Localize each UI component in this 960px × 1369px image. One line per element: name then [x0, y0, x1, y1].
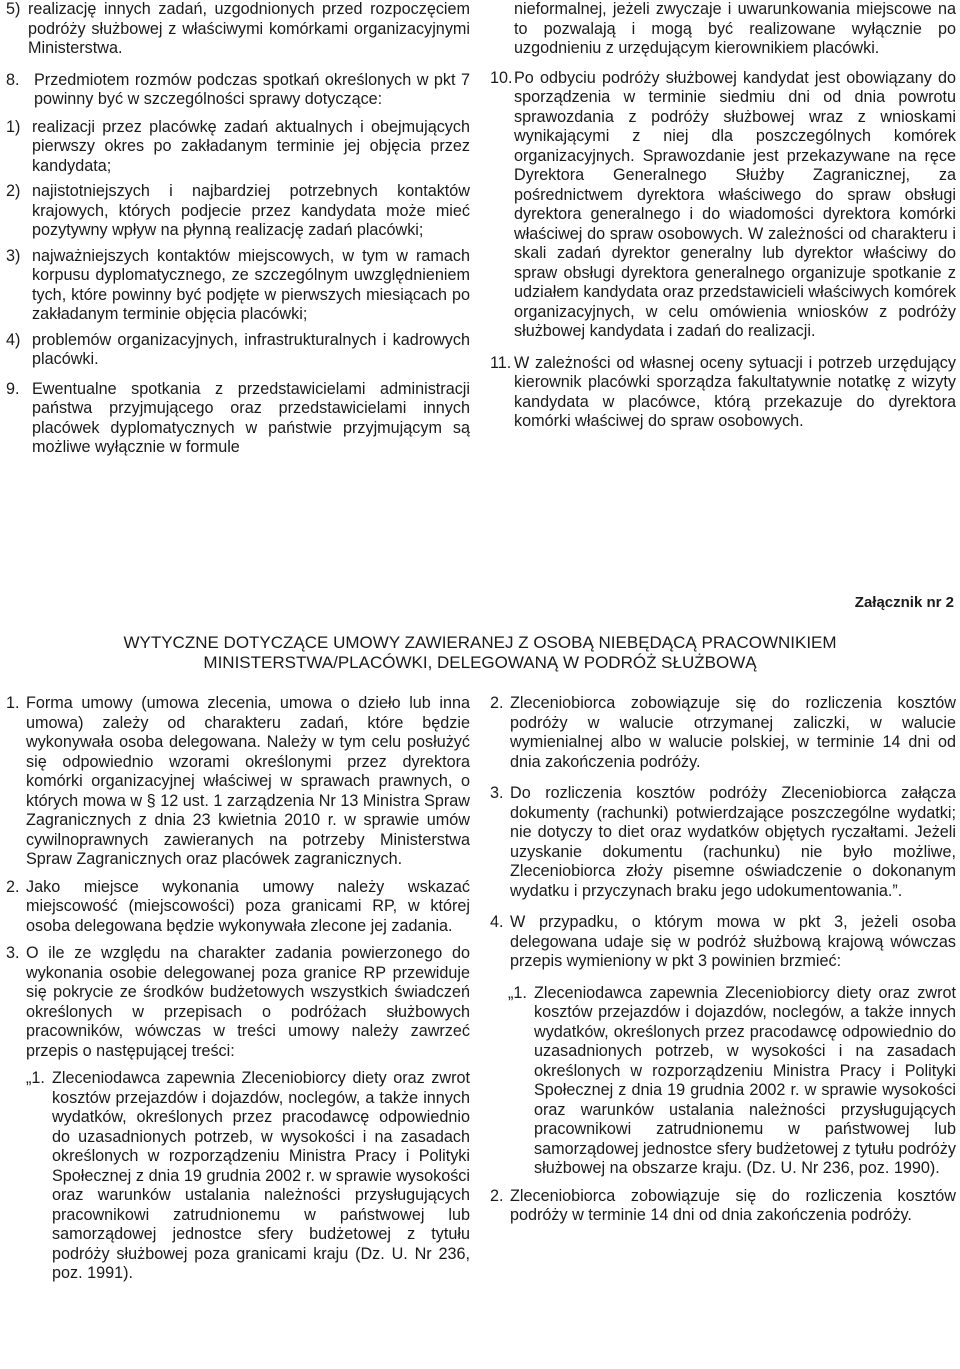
quoted-clause-1-right [508, 984, 956, 1179]
bottom-left-column [6, 694, 470, 1291]
title-line-2: MINISTERSTWA/PLACÓWKI, DELEGOWANĄ W PODRÓŻ SŁUŻBOWĄ [203, 653, 757, 672]
top-left-column [6, 0, 470, 465]
item-number: 2. [6, 877, 20, 896]
item-text: Zleceniobiorca zobowiązuje się do rozliczenia kosztów podróży w terminie 14 dni od dnia zakończenia podróży. [510, 1186, 956, 1224]
item-number: 3. [6, 944, 20, 962]
item-number: 10. [490, 68, 513, 87]
item-text: Zleceniodawca zapewnia Zleceniobiorcy diety oraz zwrot kosztów przejazdów i dojazdów, noclegów, a także innych wydatków, określonych przez pracodawcę odpowiednio do uzasadnionych potrzeb, w wysokości i na zasadach określonych w rozporządzeniu Ministra Pracy i Polityki Społecznej z dnia 19 grudnia 2002 r. w sprawie wysokości oraz warunków ustalania należności przysługujących pracownikowi zatrudnionemu w państwowej lub samorządowej jednostce sfery budżetowej z tytułu podróży służbowej na obszarze kraju. (Dz. U. Nr 236, poz. 1990). [534, 983, 956, 1177]
item-text: W przypadku, o którym mowa w pkt 3, jeżeli osoba delegowana udaje się w podróż służbową krajową wówczas przepis wymieniony w pkt 3 powinien brzmieć: [510, 913, 956, 970]
item-text: problemów organizacyjnych, infrastrukturalnych i kadrowych placówki. [32, 330, 470, 368]
item-number: 2. [490, 694, 504, 712]
item-number: 1) [6, 117, 21, 136]
item-text: Ewentualne spotkania z przedstawicielami administracji państwa przyjmującego oraz przedstawicielami innych placówek dyplomatycznych w państwie przyjmującym są możliwe wyłącznie w formule [32, 379, 470, 456]
section-item-2 [6, 878, 470, 937]
item-text: Zleceniobiorca zobowiązuje się do rozliczenia kosztów podróży w walucie otrzymanej zaliczki, w walucie wymienialnej albo w walucie polskiej, w terminie 14 dni od dnia zakończenia podróży. [510, 694, 956, 771]
item-number: 5) [6, 0, 21, 18]
quoted-clause-2-right [490, 1187, 956, 1226]
item-text: realizacji przez placówkę zadań aktualnych i obejmujących pierwszy okres po zakładanym terminie jej objęcia przez kandydata; [32, 117, 470, 175]
item-10 [490, 69, 956, 342]
section-item-4-right [490, 913, 956, 972]
section-item-3 [6, 944, 470, 1061]
item-number: 3. [490, 784, 504, 802]
item-text: O ile ze względu na charakter zadania powierzonego do wykonania osobie delegowanej poza granice RP przewiduje się pokrycie ze środków budżetowych wszystkich świadczeń określonych w przepisach o podróżach służbowych pracowników, wówczas w treści umowy należy zawrzeć przepis o następującej treści: [26, 944, 470, 1060]
item-text: realizację innych zadań, uzgodnionych przed rozpoczęciem podróży służbowej z właściwymi komórkami organizacyjnymi Ministerstwa. [28, 0, 470, 57]
item-text: Przedmiotem rozmów podczas spotkań określonych w pkt 7 powinny być w szczególności sprawy dotyczące: [34, 70, 470, 108]
item-text: Jako miejsce wykonania umowy należy wskazać miejscowość (miejscowości) poza granicami RP, w której osoba delegowana będzie wykonywała zlecone jej zadania. [26, 877, 470, 935]
item-text: Do rozliczenia kosztów podróży Zleceniobiorca załącza dokumenty (rachunki) potwierdzające poszczególne wydatki; nie dotyczy to diet oraz wydatków objętych ryczałtami. Jeżeli uzyskanie dokumentu (rachunku) nie było możliwe, Zleceniobiorca złoży pisemne oświadczenie o dokonanym wydatku i przyczynach braku jego udokumentowania.”. [510, 784, 956, 900]
item-text: najistotniejszych i najbardziej potrzebnych kontaktów krajowych, których podjecie przez kandydata może mieć pozytywny wpływ na płynną realizację zadań placówki; [32, 182, 470, 239]
item-8-sub-2 [6, 182, 470, 241]
item-text: nieformalnej, jeżeli zwyczaje i uwarunkowania miejscowe na to pozwalają i mogą być realizowane wyłącznie po uzgodnieniu z urzędującym kierownikiem placówki. [514, 0, 956, 57]
section-item-1 [6, 694, 470, 870]
item-number: 1. [6, 694, 20, 712]
item-number: 3) [6, 246, 21, 265]
item-number: 8. [6, 70, 20, 89]
title-line-1: WYTYCZNE DOTYCZĄCE UMOWY ZAWIERANEJ Z OSOBĄ NIEBĘDĄCĄ PRACOWNIKIEM [123, 633, 837, 652]
item-text: najważniejszych kontaktów miejscowych, w tym w ramach korpusu dyplomatycznego, ze szczególnym uwzględnieniem tych, które powinny być podjęte w pierwszych miesiącach po zakładanym terminie objęcia placówki; [32, 246, 470, 323]
item-8-sub-3 [6, 247, 470, 325]
annex-label: Załącznik nr 2 [854, 594, 954, 611]
item-number: „1. [26, 1069, 45, 1087]
item-11 [490, 354, 956, 432]
item-number: 9. [6, 379, 20, 398]
item-number: 2. [490, 1186, 504, 1205]
item-8-sub-4 [6, 331, 470, 370]
item-number: 4. [490, 913, 504, 931]
top-right-column [490, 0, 956, 439]
item-8-sub-1 [6, 118, 470, 177]
item-number: 2) [6, 182, 21, 200]
item-number: 11. [490, 353, 512, 372]
item-5 [6, 0, 470, 59]
item-number: 4) [6, 330, 21, 349]
section-item-2-right [490, 694, 956, 772]
continuation-paragraph [514, 0, 956, 59]
document-title [0, 633, 960, 673]
item-text: Po odbyciu podróży służbowej kandydat jest obowiązany do sporządzenia w terminie siedmiu dni od dnia powrotu sprawozdania z podróży służbowej wraz z wnioskami wynikającymi z niej dla poszczególnych komórek organizacyjnych. Sprawozdanie jest przekazywane na ręce Dyrektora Generalnego Służby Zagranicznej, za pośrednictwem dyrektora właściwego do spraw obsługi dyrektora generalnego i do wiadomości dyrektora komórki właściwej do spraw osobowych. W zależności od charakteru i skali zadań dyrektor generalny lub dyrektor właściwy do spraw obsługi dyrektora generalnego organizuje spotkanie z udziałem kandydata oraz przedstawicieli właściwych komórek organizacyjnych, w celu omówienia wniosków z podróży służbowej kandydata i zadań do realizacji. [514, 68, 956, 340]
item-text: Zleceniodawca zapewnia Zleceniobiorcy diety oraz zwrot kosztów przejazdów i dojazdów, noclegów, a także innych wydatków, określonych przez pracodawcę odpowiednio do uzasadnionych potrzeb, w wysokości i na zasadach określonych w rozporządzeniu Ministra Pracy i Polityki Społecznej z dnia 19 grudnia 2002 r. w sprawie wysokości oraz warunków ustalania należności przysługujących pracownikowi zatrudnionemu w państwowej lub samorządowej jednostce sfery budżetowej z tytułu podróży służbowej poza granicami kraju (Dz. U. Nr 236, poz. 1991). [52, 1069, 470, 1282]
section-item-3-right [490, 784, 956, 901]
item-number: „1. [508, 983, 527, 1002]
item-text: W zależności od własnej oceny sytuacji i potrzeb urzędujący kierownik placówki sporządza fakultatywnie notatkę z wizyty kandydata w placówce, którą przekazuje do dyrektora komórki właściwej do spraw osobowych. [514, 353, 956, 430]
item-8 [6, 71, 470, 110]
bottom-right-column [490, 694, 956, 1233]
item-9 [6, 380, 470, 458]
quoted-clause-1 [26, 1069, 470, 1284]
item-text: Forma umowy (umowa zlecenia, umowa o dzieło lub inna umowa) zależy od charakteru zadań, które będzie wykonywała osoba delegowana. Należy w tym celu posłużyć się odpowiednio wzorami określonymi przez dyrektora komórki organizacyjnej właściwej w sprawach prawnych, o których mowa w § 12 ust. 1 zarządzenia Nr 13 Ministra Spraw Zagranicznych z dnia 23 kwietnia 2010 r. w sprawie umów cywilnoprawnych zawieranych na potrzeby Ministerstwa Spraw Zagranicznych oraz placówek zagranicznych. [26, 694, 470, 868]
